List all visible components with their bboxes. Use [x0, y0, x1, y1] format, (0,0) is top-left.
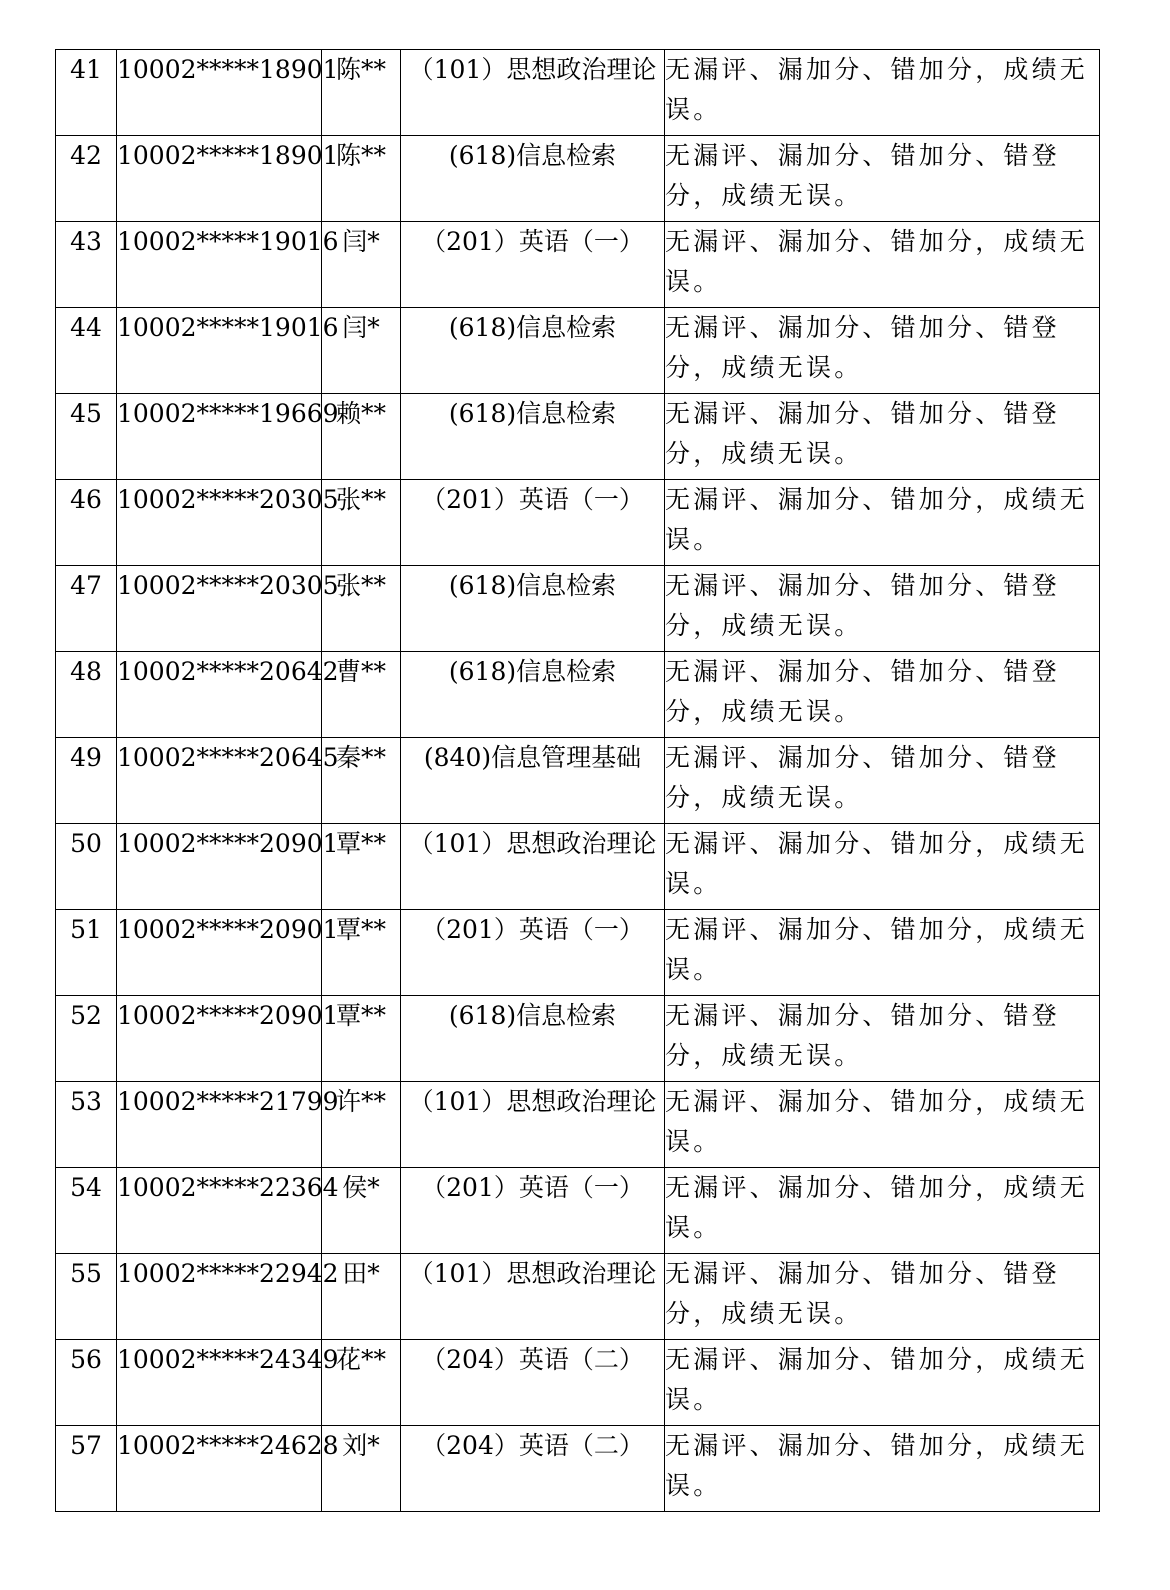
candidate-name-cell: 闫* [322, 222, 401, 308]
table-body [56, 50, 1100, 1512]
subject-cell: (618)信息检索 [401, 996, 665, 1082]
row-number-cell: 48 [56, 652, 117, 738]
review-result-cell: 无漏评、漏加分、错加分，成绩无误。 [665, 1426, 1100, 1512]
table-row [56, 566, 1100, 652]
candidate-id-cell: 10002*****24628 [117, 1426, 322, 1512]
table-row [56, 996, 1100, 1082]
table-row [56, 1340, 1100, 1426]
candidate-name-cell: 秦** [322, 738, 401, 824]
row-number-cell: 56 [56, 1340, 117, 1426]
table-row [56, 910, 1100, 996]
review-result-cell: 无漏评、漏加分、错加分、错登分，成绩无误。 [665, 136, 1100, 222]
candidate-id-cell: 10002*****20901 [117, 996, 322, 1082]
subject-cell: (618)信息检索 [401, 136, 665, 222]
subject-cell: （204）英语（二） [401, 1426, 665, 1512]
review-result-cell: 无漏评、漏加分、错加分、错登分，成绩无误。 [665, 308, 1100, 394]
row-number-cell: 51 [56, 910, 117, 996]
subject-cell: (618)信息检索 [401, 394, 665, 480]
candidate-name-cell: 花** [322, 1340, 401, 1426]
candidate-name-cell: 侯* [322, 1168, 401, 1254]
review-result-cell: 无漏评、漏加分、错加分、错登分，成绩无误。 [665, 566, 1100, 652]
candidate-name-cell: 赖** [322, 394, 401, 480]
subject-cell: （201）英语（一） [401, 910, 665, 996]
table-row [56, 136, 1100, 222]
table-row [56, 480, 1100, 566]
candidate-name-cell: 田* [322, 1254, 401, 1340]
row-number-cell: 50 [56, 824, 117, 910]
candidate-id-cell: 10002*****24349 [117, 1340, 322, 1426]
review-result-cell: 无漏评、漏加分、错加分，成绩无误。 [665, 910, 1100, 996]
subject-cell: (840)信息管理基础 [401, 738, 665, 824]
candidate-name-cell: 闫* [322, 308, 401, 394]
table-row [56, 1082, 1100, 1168]
subject-cell: (618)信息检索 [401, 308, 665, 394]
candidate-name-cell: 覃** [322, 910, 401, 996]
row-number-cell: 41 [56, 50, 117, 136]
table-row [56, 1426, 1100, 1512]
review-result-cell: 无漏评、漏加分、错加分、错登分，成绩无误。 [665, 738, 1100, 824]
review-result-cell: 无漏评、漏加分、错加分，成绩无误。 [665, 50, 1100, 136]
subject-cell: （101）思想政治理论 [401, 50, 665, 136]
row-number-cell: 54 [56, 1168, 117, 1254]
candidate-id-cell: 10002*****19016 [117, 222, 322, 308]
candidate-id-cell: 10002*****20305 [117, 480, 322, 566]
candidate-name-cell: 刘* [322, 1426, 401, 1512]
candidate-name-cell: 陈** [322, 50, 401, 136]
candidate-name-cell: 许** [322, 1082, 401, 1168]
review-result-cell: 无漏评、漏加分、错加分，成绩无误。 [665, 1082, 1100, 1168]
table-row [56, 222, 1100, 308]
row-number-cell: 52 [56, 996, 117, 1082]
row-number-cell: 53 [56, 1082, 117, 1168]
subject-cell: （201）英语（一） [401, 1168, 665, 1254]
review-result-cell: 无漏评、漏加分、错加分，成绩无误。 [665, 1340, 1100, 1426]
subject-cell: (618)信息检索 [401, 566, 665, 652]
row-number-cell: 46 [56, 480, 117, 566]
candidate-name-cell: 张** [322, 566, 401, 652]
candidate-id-cell: 10002*****22364 [117, 1168, 322, 1254]
review-result-cell: 无漏评、漏加分、错加分、错登分，成绩无误。 [665, 1254, 1100, 1340]
row-number-cell: 45 [56, 394, 117, 480]
table-row [56, 652, 1100, 738]
review-result-cell: 无漏评、漏加分、错加分、错登分，成绩无误。 [665, 652, 1100, 738]
candidate-id-cell: 10002*****18901 [117, 136, 322, 222]
review-result-cell: 无漏评、漏加分、错加分、错登分，成绩无误。 [665, 996, 1100, 1082]
candidate-name-cell: 曹** [322, 652, 401, 738]
candidate-id-cell: 10002*****20645 [117, 738, 322, 824]
table-row [56, 1254, 1100, 1340]
candidate-id-cell: 10002*****20305 [117, 566, 322, 652]
candidate-id-cell: 10002*****21799 [117, 1082, 322, 1168]
candidate-id-cell: 10002*****19669 [117, 394, 322, 480]
row-number-cell: 47 [56, 566, 117, 652]
candidate-id-cell: 10002*****20642 [117, 652, 322, 738]
candidate-id-cell: 10002*****18901 [117, 50, 322, 136]
subject-cell: (618)信息检索 [401, 652, 665, 738]
candidate-id-cell: 10002*****20901 [117, 910, 322, 996]
candidate-name-cell: 张** [322, 480, 401, 566]
subject-cell: （201）英语（一） [401, 480, 665, 566]
row-number-cell: 49 [56, 738, 117, 824]
table-row [56, 394, 1100, 480]
table-row [56, 824, 1100, 910]
subject-cell: （204）英语（二） [401, 1340, 665, 1426]
review-result-cell: 无漏评、漏加分、错加分，成绩无误。 [665, 824, 1100, 910]
subject-cell: （101）思想政治理论 [401, 1082, 665, 1168]
row-number-cell: 44 [56, 308, 117, 394]
subject-cell: （101）思想政治理论 [401, 1254, 665, 1340]
row-number-cell: 57 [56, 1426, 117, 1512]
row-number-cell: 55 [56, 1254, 117, 1340]
candidate-id-cell: 10002*****20901 [117, 824, 322, 910]
table-row [56, 308, 1100, 394]
score-review-table [55, 49, 1100, 1512]
candidate-name-cell: 陈** [322, 136, 401, 222]
review-result-cell: 无漏评、漏加分、错加分，成绩无误。 [665, 222, 1100, 308]
row-number-cell: 42 [56, 136, 117, 222]
review-result-cell: 无漏评、漏加分、错加分，成绩无误。 [665, 480, 1100, 566]
candidate-name-cell: 覃** [322, 824, 401, 910]
candidate-id-cell: 10002*****19016 [117, 308, 322, 394]
candidate-name-cell: 覃** [322, 996, 401, 1082]
review-result-cell: 无漏评、漏加分、错加分、错登分，成绩无误。 [665, 394, 1100, 480]
subject-cell: （101）思想政治理论 [401, 824, 665, 910]
row-number-cell: 43 [56, 222, 117, 308]
subject-cell: （201）英语（一） [401, 222, 665, 308]
table-row [56, 50, 1100, 136]
candidate-id-cell: 10002*****22942 [117, 1254, 322, 1340]
table-row [56, 1168, 1100, 1254]
table-row [56, 738, 1100, 824]
review-result-cell: 无漏评、漏加分、错加分，成绩无误。 [665, 1168, 1100, 1254]
